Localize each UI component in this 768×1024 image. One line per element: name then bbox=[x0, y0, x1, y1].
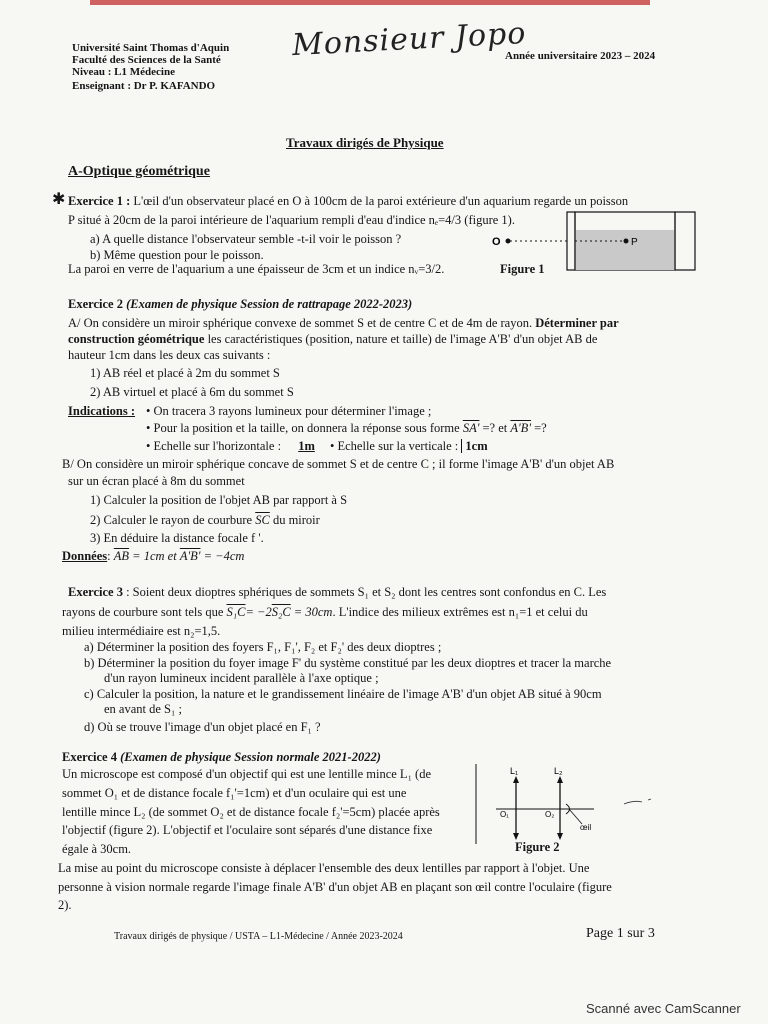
footer-left: Travaux dirigés de physique / USTA – L1-Médecine / Année 2023-2024 bbox=[114, 931, 403, 942]
academic-year: Année universitaire 2023 – 2024 bbox=[505, 50, 656, 62]
exercise-2-a-line3: hauteur 1cm dans les deux cas suivants : bbox=[68, 348, 271, 362]
vector-ab: A'B' bbox=[510, 421, 531, 435]
indication-3-v: • Echelle sur la verticale : bbox=[329, 439, 459, 453]
exercise-4-l2: sommet O₁ et de distance focale f₁'=1cm) et d'un oculaire qui est une bbox=[62, 786, 407, 800]
exercise-4-subtitle: (Examen de physique Session normale 2021-2022) bbox=[120, 750, 381, 764]
exercise-2-item-1: 1) AB réel et placé à 2m du sommet S bbox=[90, 366, 280, 380]
b-q2-text: 2) Calculer le rayon de courbure bbox=[90, 513, 253, 527]
exercise-1-question-b: b) Même question pour le poisson. bbox=[90, 248, 264, 262]
vector-sa: SA' bbox=[462, 421, 480, 435]
lens-l2-bottom-arrow bbox=[557, 833, 563, 840]
exercise-4-l3: lentille mince L₂ (de sommet O₂ et de distance focale f₂'=5cm) placée après bbox=[62, 805, 440, 819]
indication-2-end: =? bbox=[534, 421, 547, 435]
university-name: Université Saint Thomas d'Aquin bbox=[72, 42, 230, 54]
indication-3 bbox=[146, 439, 488, 454]
indication-2-mid: =? et bbox=[482, 421, 508, 435]
indications-label: Indications : bbox=[68, 404, 136, 418]
scale-1cm: 1cm bbox=[461, 439, 487, 453]
level: Niveau : L1 Médecine bbox=[72, 66, 175, 78]
exercise-3-value: = 30cm bbox=[293, 605, 333, 619]
exercise-2-a-line1 bbox=[68, 316, 619, 331]
exercise-3-qd: d) Où se trouve l'image d'un objet placé en F₁ ? bbox=[84, 720, 321, 734]
lens-l1-top-arrow bbox=[513, 776, 519, 783]
vector-sc: $\overline{SC}$ bbox=[255, 513, 270, 527]
exercise-3-qa: a) Déterminer la position des foyers F₁, F₁', F₂ et F₂' des deux dioptres ; bbox=[84, 640, 442, 654]
exercise-3-qc: c) Calculer la position, la nature et le grandissement linéaire de l'image A'B' d'un objet AB situé à 90cm bbox=[84, 687, 602, 701]
indication-1: • On tracera 3 rayons lumineux pour déterminer l'image ; bbox=[146, 404, 432, 418]
eye-pointer bbox=[569, 809, 582, 824]
exercise-3-text: : Soient deux dioptres sphériques de sommets S₁ et S₂ dont les centres sont confondus en C. Les bbox=[126, 585, 607, 599]
exercise-2-heading bbox=[68, 297, 412, 312]
donnees-label: Données bbox=[62, 549, 108, 563]
exercise-4-p2-l1: La mise au point du microscope consiste à déplacer l'ensemble des deux lentilles par rapport à l'objet. Une bbox=[58, 861, 590, 875]
lens-l2-top-arrow bbox=[557, 776, 563, 783]
figure-2-caption: Figure 2 bbox=[515, 840, 560, 854]
label-eye: œil bbox=[580, 823, 592, 832]
exercise-3-line2 bbox=[62, 605, 588, 620]
exercise-3-qc2: en avant de S₁ ; bbox=[104, 702, 182, 716]
exercise-4-p2-l2: personne à vision normale regarde l'image finale A'B' d'un objet AB en plaçant son œil contre l'oculaire (figure bbox=[58, 880, 612, 894]
fish-point bbox=[624, 239, 629, 244]
star-mark: ✱ bbox=[52, 191, 66, 208]
observer-point bbox=[506, 239, 511, 244]
donnees-value-2: = −4cm bbox=[203, 549, 245, 563]
handwritten-name: Monsieur Jopo bbox=[291, 15, 528, 64]
label-o2: O₂ bbox=[545, 810, 555, 819]
aquarium-right-wall bbox=[675, 212, 695, 270]
teacher: Enseignant : Dr P. KAFANDO bbox=[72, 80, 216, 92]
page-number: Page 1 sur 3 bbox=[586, 926, 655, 941]
vector-s1c: S₁C bbox=[226, 605, 246, 619]
exercise-2-b-q3: 3) En déduire la distance focale f '. bbox=[90, 531, 264, 545]
vector-s2c: S₂C bbox=[271, 605, 291, 619]
exercise-1-line2: P situé à 20cm de la paroi intérieure de l'aquarium rempli d'eau d'indice nₑ=4/3 (figure 1). bbox=[68, 213, 515, 227]
aquarium-water bbox=[575, 230, 675, 270]
exercise-3-line3: milieu intermédiaire est n₂=1,5. bbox=[62, 624, 221, 638]
lens-l1-bottom-arrow bbox=[513, 833, 519, 840]
exercise-3-l2-text: rayons de courbure sont tels que bbox=[62, 605, 224, 619]
label-l2: L₂ bbox=[554, 766, 563, 776]
exercise-2-a-text2: les caractéristiques (position, nature et taille) de l'image A'B' d'un objet AB de bbox=[207, 332, 598, 346]
b-q2-end: du miroir bbox=[272, 513, 320, 527]
exercise-4-heading bbox=[62, 750, 381, 765]
exercise-4-l4: l'objectif (figure 2). L'objectif et l'oculaire sont séparés d'une distance fixe bbox=[62, 823, 433, 837]
exercise-4-l1: Un microscope est composé d'un objectif qui est une lentille mince L₁ (de bbox=[62, 767, 432, 781]
exercise-2-item-2: 2) AB virtuel et placé à 6m du sommet S bbox=[90, 385, 294, 399]
scale-1m: 1m bbox=[298, 439, 315, 453]
exercise-3-mid: = −2 bbox=[245, 605, 272, 619]
indication-3-h: • Echelle sur l'horizontale : bbox=[146, 439, 282, 453]
exercise-3-qb2: d'un rayon lumineux incident parallèle à l'axe optique ; bbox=[104, 671, 379, 685]
exercise-2-a-text: A/ On considère un miroir sphérique convexe de sommet S et de centre C et de 4m de rayon. bbox=[68, 316, 533, 330]
label-p: P bbox=[631, 237, 638, 248]
faculty-name: Faculté des Sciences de la Santé bbox=[72, 54, 221, 66]
exercise-2-b-q1: 1) Calculer la position de l'objet AB par rapport à S bbox=[90, 493, 348, 507]
exercise-3-l2-end: . L'indice des milieux extrêmes est n₁=1 et celui du bbox=[332, 605, 588, 619]
figure-2-microscope bbox=[474, 764, 700, 844]
exercise-2-b-line2: sur un écran placé à 8m du sommet bbox=[68, 474, 245, 488]
exercise-2-a-bold2: construction géométrique bbox=[68, 332, 205, 346]
exercise-1-line3: La paroi en verre de l'aquarium a une épaisseur de 3cm et un indice nᵥ=3/2. bbox=[68, 262, 445, 276]
exercise-1 bbox=[68, 194, 628, 209]
label-o: O bbox=[492, 236, 501, 248]
exercise-1-question-a: a) A quelle distance l'observateur semble -t-il voir le poisson ? bbox=[90, 232, 402, 246]
exercise-2-a-bold: Déterminer par bbox=[535, 316, 619, 330]
exercise-3-label: Exercice 3 bbox=[68, 585, 123, 599]
exercise-1-text: L'œil d'un observateur placé en O à 100cm de la paroi extérieure d'un aquarium regarde un poisson bbox=[133, 194, 629, 208]
exercise-4-l5: égale à 30cm. bbox=[62, 842, 132, 856]
donnees-value-1: = 1cm et bbox=[132, 549, 177, 563]
exercise-2-subtitle: (Examen de physique Session de rattrapage 2022-2023) bbox=[126, 297, 413, 311]
indication-2-text: • Pour la position et la taille, on donnera la réponse sous forme bbox=[146, 421, 460, 435]
exercise-2-label: Exercice 2 bbox=[68, 297, 123, 311]
camscanner-watermark: Scanné avec CamScanner bbox=[586, 1001, 741, 1016]
donnees-apbp: A'B' bbox=[179, 549, 201, 563]
exercise-3-qb: b) Déterminer la position du foyer image F' du système constitué par les deux dioptres et tracer la marche bbox=[84, 656, 612, 670]
page-title: Travaux dirigés de Physique bbox=[286, 135, 444, 150]
exercise-3-line1 bbox=[68, 585, 606, 600]
aquarium-glass-wall bbox=[567, 212, 575, 270]
indication-2 bbox=[146, 421, 547, 436]
exercise-2-b-line1: B/ On considère un miroir sphérique concave de sommet S et de centre C ; il forme l'image A'B' d'un objet AB bbox=[62, 457, 615, 471]
label-o1: O₁ bbox=[500, 810, 509, 819]
exercise-4-label: Exercice 4 bbox=[62, 750, 117, 764]
exercise-1-label: Exercice 1 : bbox=[68, 194, 131, 208]
label-l1: L₁ bbox=[510, 766, 519, 776]
figure-1-caption: Figure 1 bbox=[500, 262, 545, 276]
hand-scribble bbox=[624, 799, 651, 804]
exercise-2-a-line2 bbox=[68, 332, 597, 347]
exercise-2-b-q2 bbox=[90, 513, 320, 528]
donnees-ab: $\overline{AB}$ bbox=[113, 549, 130, 563]
section-heading: A-Optique géométrique bbox=[68, 164, 210, 179]
exercise-4-p2-l3: 2). bbox=[58, 898, 72, 912]
donnees: Données: $\overline{AB} = 1cm$ et A'B' = −4cm bbox=[62, 549, 245, 563]
